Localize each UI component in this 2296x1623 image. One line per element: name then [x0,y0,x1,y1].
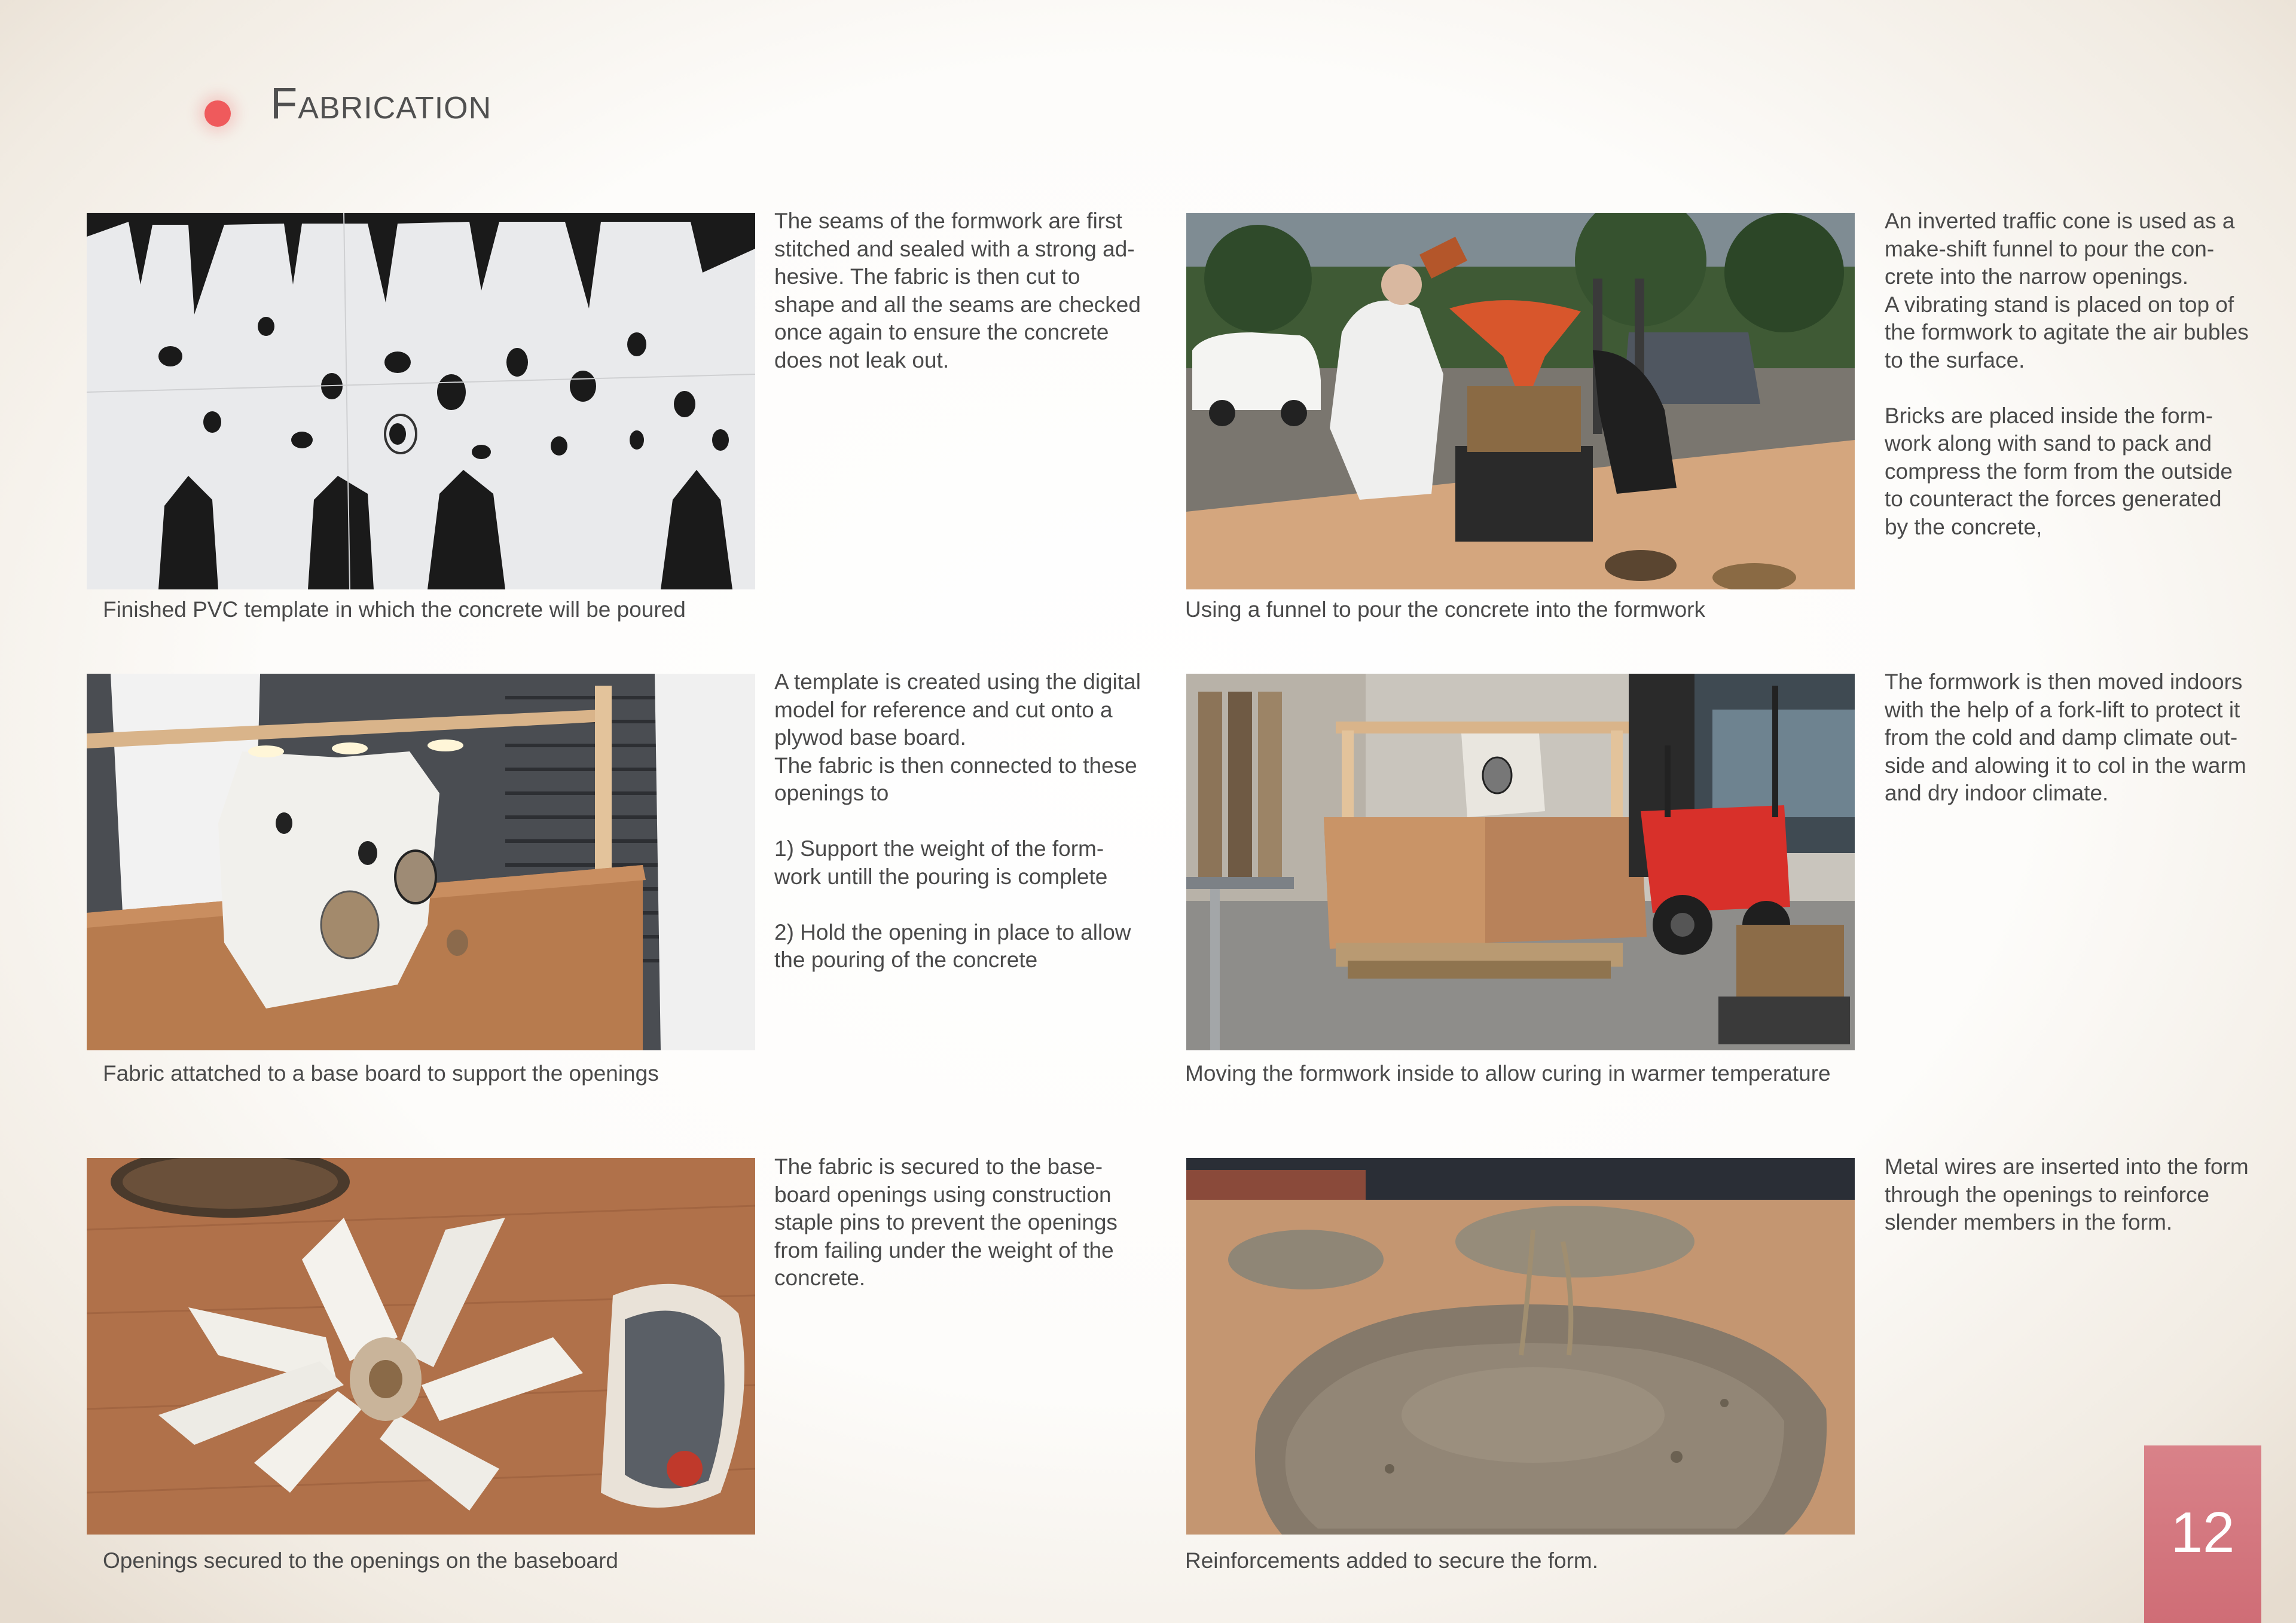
text-line: the pouring of the concrete [774,947,1038,972]
text-line [774,891,1141,919]
page-number-tab [2144,1445,2261,1623]
page-header [0,0,2296,179]
text-line: side and alowing it to col in the warm [1885,753,2246,778]
text-line: plywod base board. [774,725,966,750]
text-line: A vibrating stand is placed on top of [1885,292,2234,317]
text-line: The fabric is then connected to these [774,753,1137,778]
text-line: openings to [774,781,889,805]
description-text [774,1153,1118,1292]
photo-caption: Fabric attatched to a base board to support the openings [103,1061,659,1086]
page-number: 12 [2170,1500,2235,1564]
text-line: and dry indoor climate. [1885,781,2109,805]
photo-base-board [87,674,755,1050]
text-line: hesive. The fabric is then cut to [774,264,1080,289]
text-line: once again to ensure the concrete [774,320,1109,344]
description-text [1885,207,2249,541]
text-line [774,808,1141,836]
description-text [1885,1153,2249,1237]
photo-caption: Reinforcements added to secure the form. [1185,1548,1599,1573]
photo-openings-secured [87,1158,755,1535]
text-line: concrete. [774,1266,866,1290]
description-text [774,207,1141,374]
text-line: The formwork is then moved indoors [1885,670,2243,694]
text-line: does not leak out. [774,347,949,372]
photo-caption: Using a funnel to pour the concrete into the formwork [1185,597,1705,622]
red-dot-icon [204,100,231,127]
text-line: work untill the pouring is complete [774,864,1108,889]
text-line: crete into the narrow openings. [1885,264,2189,289]
text-line: An inverted traffic cone is used as a [1885,209,2235,233]
text-line: with the help of a fork-lift to protect it [1885,697,2240,722]
text-line: from failing under the weight of the [774,1237,1114,1263]
text-line: model for reference and cut onto a [774,697,1113,722]
text-line: from the cold and damp climate out- [1885,725,2238,750]
text-line: slender members in the form. [1885,1210,2173,1234]
text-line: 1) Support the weight of the form- [774,836,1104,861]
text-line: work along with sand to pack and [1885,431,2212,456]
photo-caption: Moving the formwork inside to allow curing in warmer temperature [1185,1061,1831,1086]
text-line: to the surface. [1885,347,2025,372]
text-line: Metal wires are inserted into the form [1885,1154,2249,1179]
text-line: The fabric is secured to the base- [774,1154,1103,1179]
photo-funnel-pouring [1186,213,1855,589]
photo-caption: Finished PVC template in which the concrete will be poured [103,597,686,622]
text-line: to counteract the forces generated [1885,487,2222,511]
text-line: A template is created using the digital [774,670,1141,694]
page-title: Fabrication [270,78,492,128]
text-line: shape and all the seams are checked [774,292,1141,317]
text-line [1885,374,2249,402]
text-line: board openings using construction [774,1182,1112,1207]
photo-forklift-moving [1186,674,1855,1050]
text-line: stitched and sealed with a strong ad- [774,236,1135,261]
text-line: 2) Hold the opening in place to allow [774,919,1131,945]
text-line: The seams of the formwork are first [774,209,1122,233]
description-text [774,668,1141,974]
text-line: the formwork to agitate the air bubles [1885,320,2249,344]
photo-pvc-template [87,213,755,589]
photo-reinforcements [1186,1158,1855,1535]
description-text [1885,668,2246,808]
photo-caption: Openings secured to the openings on the baseboard [103,1548,618,1573]
text-line: through the openings to reinforce [1885,1182,2210,1207]
text-line: Bricks are placed inside the form- [1885,403,2213,428]
text-line: staple pins to prevent the openings [774,1210,1118,1234]
text-line: compress the form from the outside [1885,459,2233,484]
text-line: by the concrete, [1885,514,2042,539]
text-line: make-shift funnel to pour the con- [1885,236,2215,261]
